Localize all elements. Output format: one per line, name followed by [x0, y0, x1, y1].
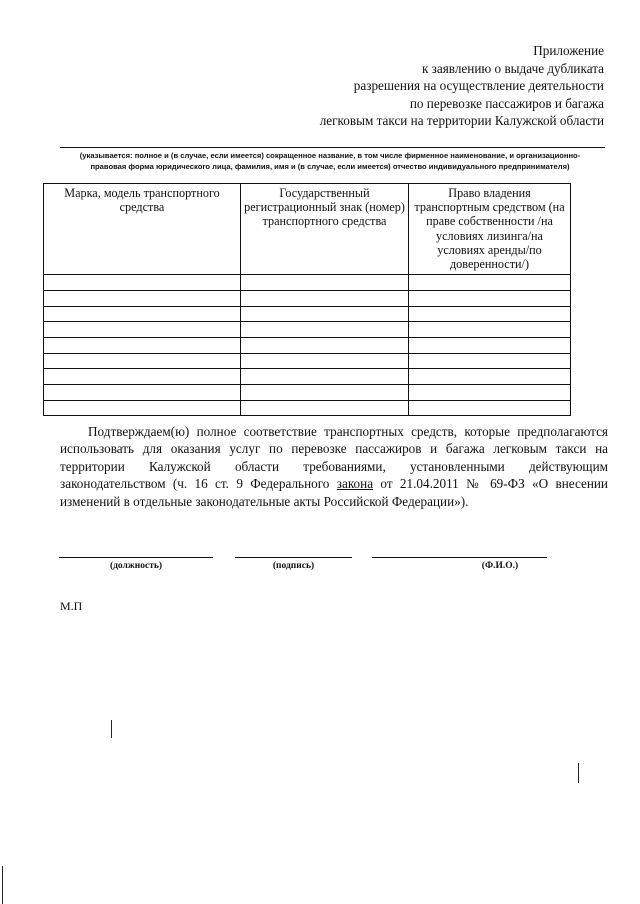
- table-row: [44, 290, 571, 306]
- table-cell[interactable]: [241, 385, 409, 401]
- signature-field[interactable]: [235, 557, 352, 558]
- table-cell[interactable]: [409, 353, 571, 369]
- table-row: [44, 322, 571, 338]
- column-header-brand: Марка, модель транспортного средства: [44, 184, 241, 275]
- table-row: [44, 353, 571, 369]
- table-cell[interactable]: [409, 290, 571, 306]
- applicant-hint-line: правовая форма юридического лица, фамилия, имя и (в случае, если имеется) отчество индивидуального предпринимателя): [90, 162, 570, 171]
- table-cell[interactable]: [409, 385, 571, 401]
- table-row: [44, 385, 571, 401]
- signature-label: (подпись): [272, 561, 315, 571]
- table-cell[interactable]: [44, 337, 241, 353]
- confirmation-text-end: от 21.04.2011 № 69-ФЗ «О внесении изменений в отдельные законодательные акты Российской Федерации»).: [60, 476, 608, 509]
- table-cell[interactable]: [44, 400, 241, 416]
- scan-artifact: [578, 763, 579, 783]
- law-link[interactable]: закона: [336, 476, 374, 492]
- table-header-row: [44, 184, 571, 275]
- table-cell[interactable]: [241, 353, 409, 369]
- table-cell[interactable]: [241, 337, 409, 353]
- table-cell[interactable]: [409, 275, 571, 291]
- appendix-line: Приложение: [533, 43, 604, 58]
- table-cell[interactable]: [409, 369, 571, 385]
- column-header-ownership: Право владения транспортным средством (на праве собственности /на условиях лизинга/на условиях аренды/по доверенности/): [409, 184, 571, 275]
- applicant-name-field[interactable]: [60, 147, 605, 148]
- table-cell[interactable]: [44, 369, 241, 385]
- table-cell[interactable]: [409, 322, 571, 338]
- table-cell[interactable]: [241, 369, 409, 385]
- appendix-line: к заявлению о выдаче дубликата: [421, 60, 604, 76]
- confirmation-text: Подтверждаем(ю) полное соответствие транспортных средств, которые предполагаются использовать для оказания услуг по перевозке пассажиров и багажа легковым такси на территории Калужской области требованиями, установленными действующим законодательством (ч. 16 ст. 9 Федерального: [60, 424, 608, 492]
- table-cell[interactable]: [44, 322, 241, 338]
- position-field[interactable]: [59, 557, 213, 558]
- full-name-field[interactable]: [372, 557, 547, 558]
- table-cell[interactable]: [241, 275, 409, 291]
- appendix-line: разрешения на осуществление деятельности: [353, 78, 604, 94]
- table-row: [44, 400, 571, 416]
- appendix-line: легковым такси на территории Калужской области: [319, 113, 604, 129]
- appendix-header: [320, 42, 604, 130]
- table-cell[interactable]: [241, 400, 409, 416]
- applicant-hint-line: (указывается: полное и (в случае, если имеется) сокращенное название, в том числе фирменное наименование, и организационно-: [79, 151, 581, 160]
- appendix-line: по перевозке пассажиров и багажа: [409, 95, 604, 111]
- confirmation-paragraph: [60, 423, 608, 510]
- scan-artifact: [2, 866, 3, 904]
- vehicle-table: [43, 183, 571, 416]
- table-cell[interactable]: [44, 275, 241, 291]
- table-cell[interactable]: [44, 290, 241, 306]
- table-cell[interactable]: [44, 385, 241, 401]
- table-cell[interactable]: [409, 400, 571, 416]
- table-row: [44, 369, 571, 385]
- table-cell[interactable]: [44, 353, 241, 369]
- stamp-label: М.П: [60, 599, 83, 613]
- table-row: [44, 306, 571, 322]
- table-cell[interactable]: [241, 322, 409, 338]
- table-cell[interactable]: [241, 306, 409, 322]
- position-label: (должность): [109, 561, 163, 571]
- table-cell[interactable]: [44, 306, 241, 322]
- table-row: [44, 337, 571, 353]
- table-row: [44, 275, 571, 291]
- full-name-label: (Ф.И.О.): [481, 561, 519, 571]
- applicant-hint: [52, 150, 608, 172]
- table-cell[interactable]: [409, 306, 571, 322]
- column-header-plate: Государственный регистрационный знак (номер) транспортного средства: [241, 184, 409, 275]
- table-cell[interactable]: [409, 337, 571, 353]
- scan-artifact: [111, 720, 112, 738]
- table-cell[interactable]: [241, 290, 409, 306]
